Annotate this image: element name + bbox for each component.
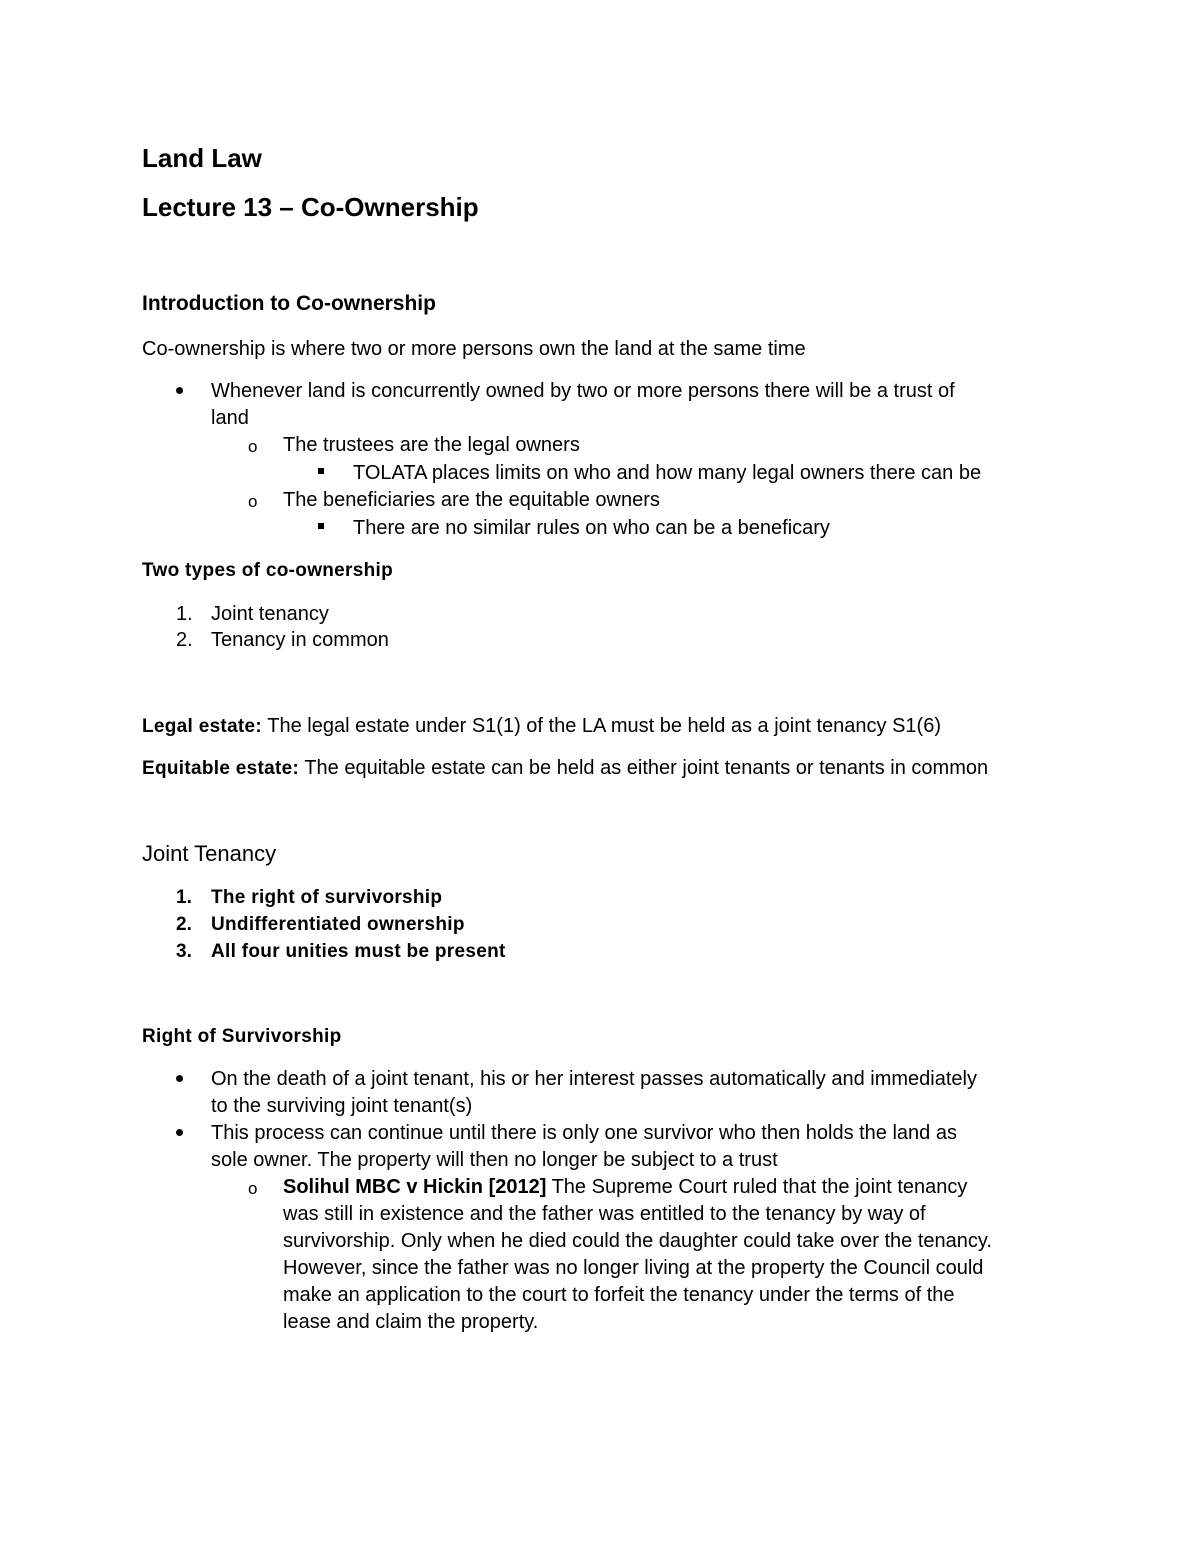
joint-tenancy-heading: Joint Tenancy — [142, 841, 277, 866]
case-line6: lease and claim the property. — [283, 1311, 539, 1333]
intro-heading: Introduction to Co-ownership — [142, 292, 436, 315]
bullet-dot-icon — [176, 1075, 183, 1082]
case-line5: make an application to the court to forfeit the tenancy under the terms of the — [283, 1284, 955, 1306]
legal-estate-paragraph — [142, 716, 941, 736]
square-bullet-icon — [318, 523, 324, 529]
joint-item-survivorship: The right of survivorship — [211, 887, 443, 908]
case-line2: was still in existence and the father was entitled to the tenancy by way of — [283, 1203, 926, 1225]
types-heading: Two types of co-ownership — [142, 560, 393, 581]
circle-bullet-icon: o — [248, 492, 258, 511]
list-number: 1. — [176, 887, 192, 908]
case-text-line1: The Supreme Court ruled that the joint tenancy — [546, 1176, 968, 1198]
intro-definition: Co-ownership is where two or more persons own the land at the same time — [142, 338, 806, 360]
joint-item-undifferentiated: Undifferentiated ownership — [211, 914, 465, 935]
survivorship-b2-line2: sole owner. The property will then no longer be subject to a trust — [211, 1149, 778, 1171]
square-bullet-icon — [318, 468, 324, 474]
circle-bullet-icon: o — [248, 437, 258, 456]
survivorship-b1-line2: to the surviving joint tenant(s) — [211, 1095, 473, 1117]
case-line4: However, since the father was no longer living at the property the Council could — [283, 1257, 984, 1279]
intro-bullet-line2: land — [211, 407, 249, 429]
case-line3: survivorship. Only when he died could the daughter could take over the tenancy. — [283, 1230, 992, 1252]
joint-item-unities: All four unities must be present — [211, 941, 506, 962]
list-number: 3. — [176, 941, 192, 962]
intro-bullet-line1: Whenever land is concurrently owned by two or more persons there will be a trust of — [211, 380, 955, 402]
intro-subsub-beneficary: There are no similar rules on who can be a beneficary — [353, 517, 830, 539]
intro-subsub-tolata: TOLATA places limits on who and how many legal owners there can be — [353, 462, 982, 484]
intro-sub-beneficiaries: The beneficiaries are the equitable owners — [283, 489, 660, 511]
document-title: Land Law — [142, 143, 262, 173]
equitable-estate-text: The equitable estate can be held as either joint tenants or tenants in common — [299, 757, 989, 779]
legal-estate-label: Legal estate: — [142, 716, 263, 737]
list-number: 2. — [176, 914, 192, 935]
bullet-dot-icon — [176, 1129, 183, 1136]
survivorship-b2-line1: This process can continue until there is only one survivor who then holds the land as — [211, 1122, 957, 1144]
case-name: Solihul MBC v Hickin [2012] — [283, 1176, 547, 1198]
equitable-estate-label: Equitable estate: — [142, 758, 300, 779]
intro-sub-trustees: The trustees are the legal owners — [283, 434, 580, 456]
list-number: 1. — [176, 603, 193, 625]
list-number: 2. — [176, 629, 193, 651]
circle-bullet-icon: o — [248, 1179, 258, 1198]
survivorship-b1-line1: On the death of a joint tenant, his or her interest passes automatically and immediately — [211, 1068, 977, 1090]
lecture-title: Lecture 13 – Co-Ownership — [142, 192, 479, 222]
survivorship-heading: Right of Survivorship — [142, 1026, 342, 1047]
equitable-estate-paragraph — [142, 758, 988, 778]
types-item-common: Tenancy in common — [211, 629, 389, 651]
types-item-joint: Joint tenancy — [211, 603, 329, 625]
bullet-dot-icon — [176, 387, 183, 394]
legal-estate-text: The legal estate under S1(1) of the LA must be held as a joint tenancy S1(6) — [262, 715, 941, 737]
case-line1 — [283, 1177, 967, 1197]
